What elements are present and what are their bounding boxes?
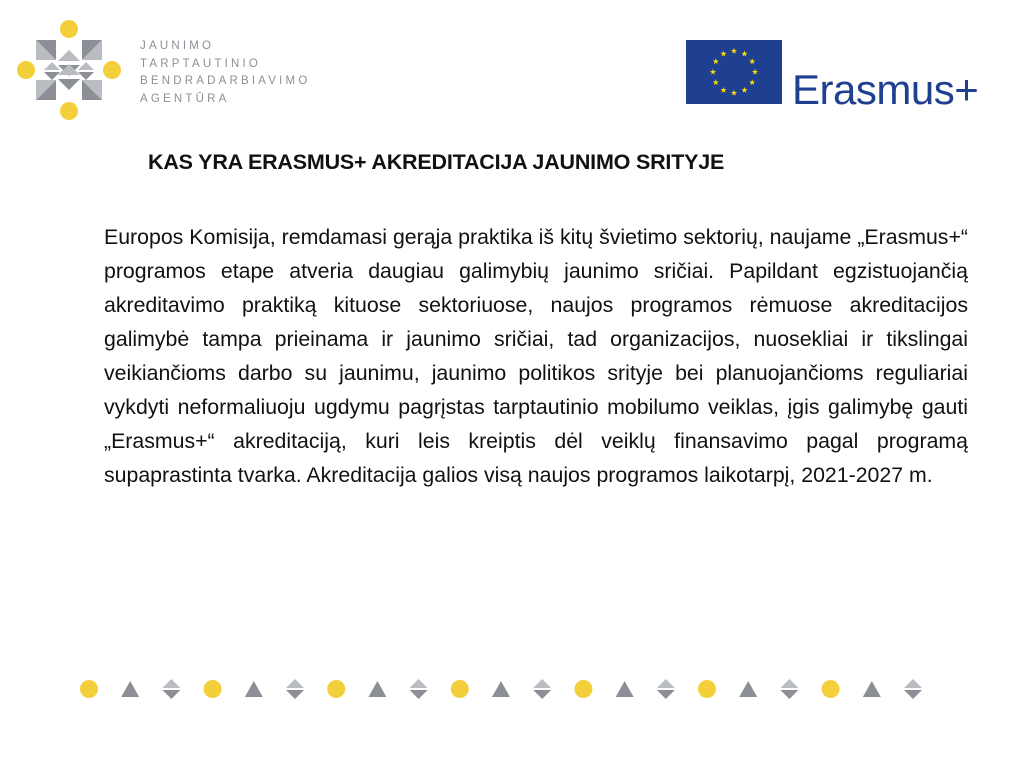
decor-triangle-icon [492,681,510,697]
decor-circle-icon [204,680,222,698]
decor-circle-icon [574,680,592,698]
decor-triangle-icon [368,681,386,697]
agency-name-line: TARPTAUTINIO [140,57,262,70]
body-paragraph: Europos Komisija, remdamasi gerąja praktika iš kitų švietimo sektorių, naujame „Erasmus+“ programos etape atveria daugiau galimybių jaunimo sričiai. Papildant egzistuojančią akreditavimo praktiką kituose sektoriuose, naujos programos rėmuose akreditacijos galimybė tampa prieinama ir jaunimo sričiai, tad organizacijos, nuosekliai ir tikslingai veikiančioms darbo su jaunimu, jaunimo politikos srityje bei planuojančioms reguliariai vykdyti neformaliuoju ugdymu pagrįstas tarptautinio mobilumo veiklas, įgis galimybę gauti „Erasmus+“ akreditaciją, kuri leis kreiptis dėl veiklų finansavimo pagal programą supaprastinta tvarka. Akreditacija galios visą naujos programos laikotarpį, 2021-2027 m. [104,225,968,487]
eu-flag-icon [686,40,782,104]
decor-diamond-icon [780,679,798,699]
decor-diamond-icon [410,679,428,699]
agency-name-line: AGENTŪRA [140,92,230,105]
decor-diamond-icon [904,679,922,699]
decor-diamond-icon [657,679,675,699]
erasmus-plus-wordmark: Erasmus+ [792,66,979,113]
decor-circle-icon [327,680,345,698]
agency-name-line: BENDRADARBIAVIMO [140,75,311,87]
agency-name-line: JAUNIMO [140,40,215,52]
decor-triangle-icon [739,681,757,697]
decorative-shape-pattern-icon [76,676,936,702]
decor-triangle-icon [245,681,263,697]
agency-name [140,38,310,108]
decor-triangle-icon [616,681,634,697]
decor-circle-icon [822,680,840,698]
decor-diamond-icon [286,679,304,699]
decor-diamond-icon [162,679,180,699]
page-title: KAS YRA ERASMUS+ AKREDITACIJA JAUNIMO SRITYJE [148,150,725,174]
decor-triangle-icon [121,681,139,697]
decor-circle-icon [698,680,716,698]
agency-mosaic-logo-icon [14,18,124,122]
decor-circle-icon [80,680,98,698]
decor-circle-icon [451,680,469,698]
decor-triangle-icon [863,681,881,697]
decor-diamond-icon [533,679,551,699]
